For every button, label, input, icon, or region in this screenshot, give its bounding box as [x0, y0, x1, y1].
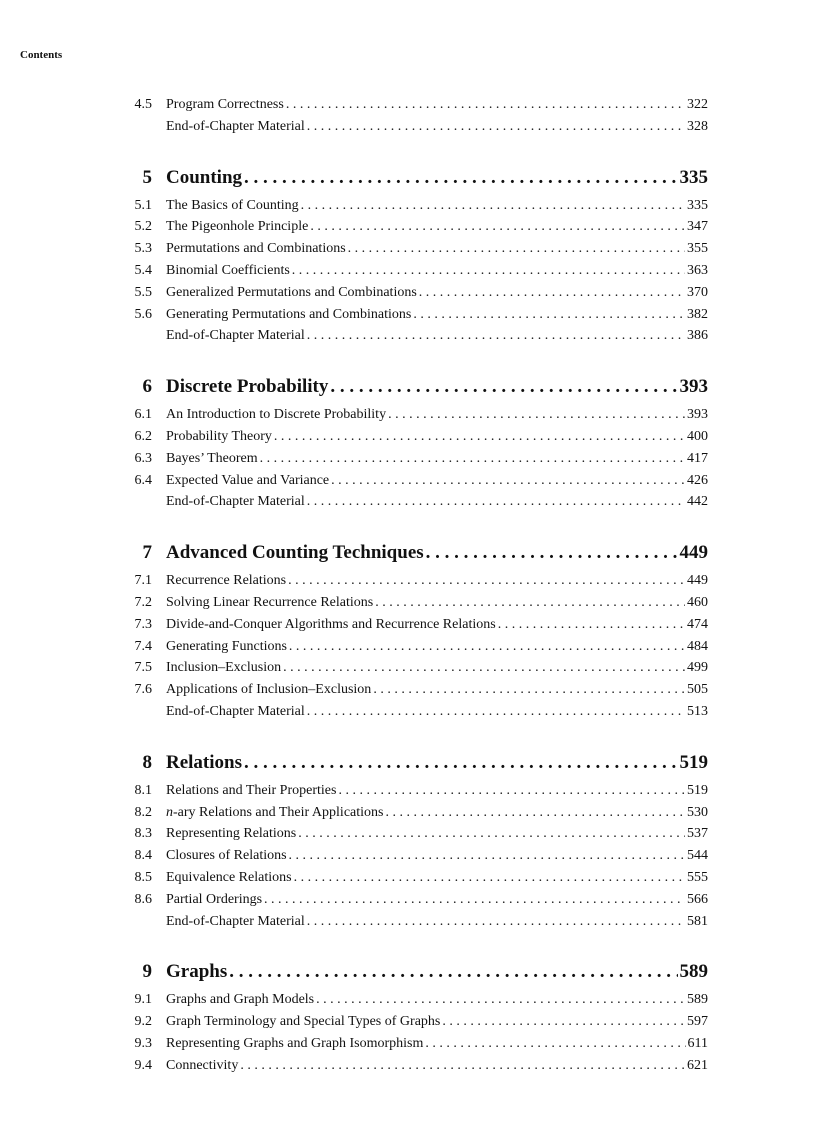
- page-number: 393: [679, 376, 708, 398]
- page-number: 335: [679, 166, 708, 188]
- section-entry: [0, 658, 816, 678]
- chapter-number: 7: [142, 542, 152, 564]
- section-title: Expected Value and Variance: [166, 472, 330, 488]
- page-number: 530: [687, 804, 708, 820]
- section-number: 9.1: [134, 992, 152, 1008]
- section-entry: [0, 824, 816, 844]
- dot-leader: [294, 868, 685, 888]
- dot-leader: [240, 1056, 685, 1076]
- section-entry: [0, 492, 816, 512]
- chapter-title: Advanced Counting Techniques: [166, 542, 424, 564]
- page-number: 555: [687, 870, 708, 885]
- chapter-title: Counting: [166, 166, 243, 188]
- section-title: Applications of Inclusion–Exclusion: [166, 682, 372, 698]
- section-entry: [0, 803, 816, 823]
- section-entry: [0, 117, 816, 137]
- entry-leader-line: [166, 781, 708, 801]
- entry-leader-line: [166, 750, 708, 776]
- dot-leader: [244, 750, 678, 776]
- entry-leader-line: [166, 492, 708, 512]
- dot-leader: [301, 196, 685, 216]
- entry-leader-line: [166, 449, 708, 469]
- section-number: 8.6: [134, 891, 152, 907]
- section-entry: [0, 196, 816, 216]
- section-entry: [0, 615, 816, 635]
- section-number: 9.3: [134, 1036, 152, 1051]
- section-title: The Pigeonhole Principle: [166, 219, 309, 235]
- section-entry: [0, 637, 816, 657]
- dot-leader: [289, 846, 685, 866]
- dot-leader: [373, 680, 685, 700]
- chapter-number: 8: [142, 751, 152, 773]
- entry-leader-line: [166, 846, 708, 866]
- page-number: 611: [687, 1036, 708, 1051]
- dot-leader: [307, 912, 685, 932]
- section-entry: [0, 427, 816, 447]
- section-entry: [0, 1034, 816, 1054]
- dot-leader: [307, 326, 685, 346]
- section-number: 8.3: [134, 826, 152, 842]
- section-entry: [0, 680, 816, 700]
- chapter-title: Discrete Probability: [166, 376, 329, 398]
- section-title: End-of-Chapter Material: [166, 328, 305, 344]
- section-entry: [0, 261, 816, 281]
- chapter-number: 6: [142, 376, 152, 398]
- page-number: 386: [687, 328, 708, 344]
- section-number: 7.4: [134, 638, 152, 654]
- dot-leader: [388, 405, 685, 425]
- entry-leader-line: [166, 615, 708, 635]
- section-number: 5.1: [134, 197, 152, 213]
- section-title: End-of-Chapter Material: [166, 118, 305, 134]
- section-title: End-of-Chapter Material: [166, 913, 305, 929]
- dot-leader: [274, 427, 685, 447]
- page-number: 417: [687, 450, 708, 466]
- entry-leader-line: [166, 824, 708, 844]
- section-number: 7.1: [134, 573, 152, 589]
- chapter-entry: [0, 959, 816, 985]
- section-entry: [0, 471, 816, 491]
- dot-leader: [286, 95, 685, 115]
- section-number: 5.5: [134, 284, 152, 300]
- section-number: 5.2: [134, 219, 152, 235]
- section-entry: [0, 868, 816, 888]
- page-number: 474: [687, 616, 708, 632]
- page-number: 328: [687, 118, 708, 134]
- dot-leader: [425, 1034, 685, 1054]
- entry-leader-line: [166, 990, 708, 1010]
- page-number: 544: [687, 848, 708, 864]
- section-title: Closures of Relations: [166, 848, 287, 864]
- section-entry: [0, 405, 816, 425]
- entry-leader-line: [166, 959, 708, 985]
- section-entry: [0, 571, 816, 591]
- section-entry: [0, 702, 816, 722]
- chapter-entry: [0, 374, 816, 400]
- section-title: Representing Graphs and Graph Isomorphism: [166, 1036, 424, 1051]
- dot-leader: [229, 959, 677, 985]
- section-title: Permutations and Combinations: [166, 241, 346, 257]
- section-entry: [0, 593, 816, 613]
- section-number: 4.5: [134, 97, 152, 112]
- page-number: 621: [687, 1057, 708, 1073]
- dot-leader: [419, 283, 685, 303]
- dot-leader: [413, 305, 685, 325]
- section-title: Generating Permutations and Combinations: [166, 306, 412, 322]
- dot-leader: [292, 261, 685, 281]
- section-entry: [0, 239, 816, 259]
- page-number: 597: [687, 1014, 708, 1030]
- dot-leader: [331, 471, 685, 491]
- entry-leader-line: [166, 658, 708, 678]
- dot-leader: [307, 702, 685, 722]
- entry-leader-line: [166, 593, 708, 613]
- section-title: Divide-and-Conquer Algorithms and Recurrence Relations: [166, 616, 496, 632]
- page-number: 566: [687, 891, 708, 907]
- page-number: 449: [679, 542, 708, 564]
- section-number: 6.1: [134, 407, 152, 423]
- entry-leader-line: [166, 305, 708, 325]
- section-number: 8.5: [134, 870, 152, 885]
- dot-leader: [338, 781, 685, 801]
- entry-leader-line: [166, 326, 708, 346]
- section-title: Binomial Coefficients: [166, 263, 290, 278]
- dot-leader: [316, 990, 685, 1010]
- page-number: 363: [687, 263, 708, 278]
- section-number: 5.3: [134, 241, 152, 257]
- section-title: Program Correctness: [166, 97, 284, 112]
- entry-leader-line: [166, 912, 708, 932]
- page-number: 322: [687, 97, 708, 112]
- section-title: Connectivity: [166, 1057, 239, 1073]
- page-header: Contents: [20, 49, 63, 61]
- section-title: n-ary Relations and Their Applications: [166, 804, 384, 820]
- page-number: 589: [687, 992, 708, 1008]
- section-title: Graphs and Graph Models: [166, 992, 315, 1008]
- section-title: Generalized Permutations and Combinations: [166, 284, 417, 300]
- section-title: Graph Terminology and Special Types of Graphs: [166, 1014, 441, 1030]
- entry-leader-line: [166, 95, 708, 115]
- section-number: 7.6: [134, 682, 152, 698]
- page-number: 519: [679, 751, 708, 773]
- page-number: 393: [687, 407, 708, 423]
- section-entry: [0, 1056, 816, 1076]
- entry-leader-line: [166, 217, 708, 237]
- dot-leader: [260, 449, 685, 469]
- section-entry: [0, 846, 816, 866]
- section-entry: [0, 1012, 816, 1032]
- dot-leader: [307, 117, 685, 137]
- section-number: 7.3: [134, 616, 152, 632]
- section-number: 8.1: [134, 782, 152, 798]
- dot-leader: [289, 637, 685, 657]
- section-title: Solving Linear Recurrence Relations: [166, 595, 374, 610]
- dot-leader: [426, 540, 678, 566]
- entry-leader-line: [166, 471, 708, 491]
- entry-leader-line: [166, 702, 708, 722]
- entry-leader-line: [166, 427, 708, 447]
- entry-leader-line: [166, 680, 708, 700]
- chapter-entry: [0, 165, 816, 191]
- page-number: 519: [687, 782, 708, 798]
- dot-leader: [307, 492, 685, 512]
- entry-leader-line: [166, 571, 708, 591]
- dot-leader: [385, 803, 685, 823]
- dot-leader: [330, 374, 677, 400]
- dot-leader: [298, 824, 685, 844]
- chapter-entry: [0, 540, 816, 566]
- page-number: 442: [687, 494, 708, 510]
- section-title: Representing Relations: [166, 826, 297, 842]
- section-number: 8.4: [134, 848, 152, 864]
- entry-leader-line: [166, 890, 708, 910]
- entry-leader-line: [166, 196, 708, 216]
- section-entry: [0, 912, 816, 932]
- section-number: 9.4: [134, 1057, 152, 1073]
- entry-leader-line: [166, 117, 708, 137]
- section-title: Inclusion–Exclusion: [166, 660, 282, 676]
- entry-leader-line: [166, 1056, 708, 1076]
- dot-leader: [288, 571, 685, 591]
- section-number: 6.4: [134, 472, 152, 488]
- section-entry: [0, 326, 816, 346]
- section-number: 5.4: [134, 263, 152, 278]
- section-title: End-of-Chapter Material: [166, 494, 305, 510]
- section-title: Generating Functions: [166, 638, 287, 654]
- section-number: 9.2: [134, 1014, 152, 1030]
- section-number: 6.2: [134, 429, 152, 444]
- entry-leader-line: [166, 165, 708, 191]
- section-entry: [0, 990, 816, 1010]
- section-number: 5.6: [134, 306, 152, 322]
- page-number: 581: [687, 913, 708, 929]
- entry-leader-line: [166, 261, 708, 281]
- entry-leader-line: [166, 239, 708, 259]
- chapter-title: Graphs: [166, 961, 228, 983]
- page-number: 537: [687, 826, 708, 842]
- section-entry: [0, 95, 816, 115]
- page-number: 505: [687, 682, 708, 698]
- section-number: 8.2: [134, 804, 152, 820]
- entry-leader-line: [166, 637, 708, 657]
- section-title: End-of-Chapter Material: [166, 704, 305, 719]
- entry-leader-line: [166, 540, 708, 566]
- page-number: 589: [679, 961, 708, 983]
- section-title: Recurrence Relations: [166, 573, 287, 589]
- entry-leader-line: [166, 374, 708, 400]
- section-entry: [0, 305, 816, 325]
- entry-leader-line: [166, 405, 708, 425]
- page-number: 513: [687, 704, 708, 719]
- page-number: 382: [687, 306, 708, 322]
- section-title: Equivalence Relations: [166, 870, 292, 885]
- dot-leader: [442, 1012, 685, 1032]
- dot-leader: [244, 165, 677, 191]
- entry-leader-line: [166, 283, 708, 303]
- section-title: Relations and Their Properties: [166, 782, 337, 798]
- page-number: 460: [687, 595, 708, 610]
- page-number: 355: [687, 241, 708, 257]
- dot-leader: [375, 593, 685, 613]
- chapter-number: 5: [142, 166, 152, 188]
- dot-leader: [283, 658, 685, 678]
- dot-leader: [264, 890, 685, 910]
- section-entry: [0, 781, 816, 801]
- section-number: 7.5: [134, 660, 152, 676]
- chapter-number: 9: [142, 961, 152, 983]
- dot-leader: [348, 239, 685, 259]
- section-entry: [0, 283, 816, 303]
- page-number: 449: [687, 573, 708, 589]
- entry-leader-line: [166, 1012, 708, 1032]
- chapter-entry: [0, 750, 816, 776]
- page-number: 499: [687, 660, 708, 676]
- entry-leader-line: [166, 868, 708, 888]
- section-title: The Basics of Counting: [166, 197, 299, 213]
- section-title: Bayes’ Theorem: [166, 450, 258, 466]
- section-title: Partial Orderings: [166, 891, 263, 907]
- entry-leader-line: [166, 1034, 708, 1054]
- chapter-title: Relations: [166, 751, 242, 773]
- dot-leader: [310, 217, 685, 237]
- section-title: Probability Theory: [166, 429, 272, 444]
- section-number: 7.2: [134, 595, 152, 610]
- section-entry: [0, 449, 816, 469]
- entry-leader-line: [166, 803, 708, 823]
- page-number: 347: [687, 219, 708, 235]
- page-number: 370: [687, 284, 708, 300]
- section-entry: [0, 217, 816, 237]
- section-title: An Introduction to Discrete Probability: [166, 407, 387, 423]
- page-number: 484: [687, 638, 708, 654]
- section-entry: [0, 890, 816, 910]
- section-number: 6.3: [134, 450, 152, 466]
- page-number: 426: [687, 472, 708, 488]
- page-number: 400: [687, 429, 708, 444]
- page-number: 335: [687, 197, 708, 213]
- dot-leader: [498, 615, 685, 635]
